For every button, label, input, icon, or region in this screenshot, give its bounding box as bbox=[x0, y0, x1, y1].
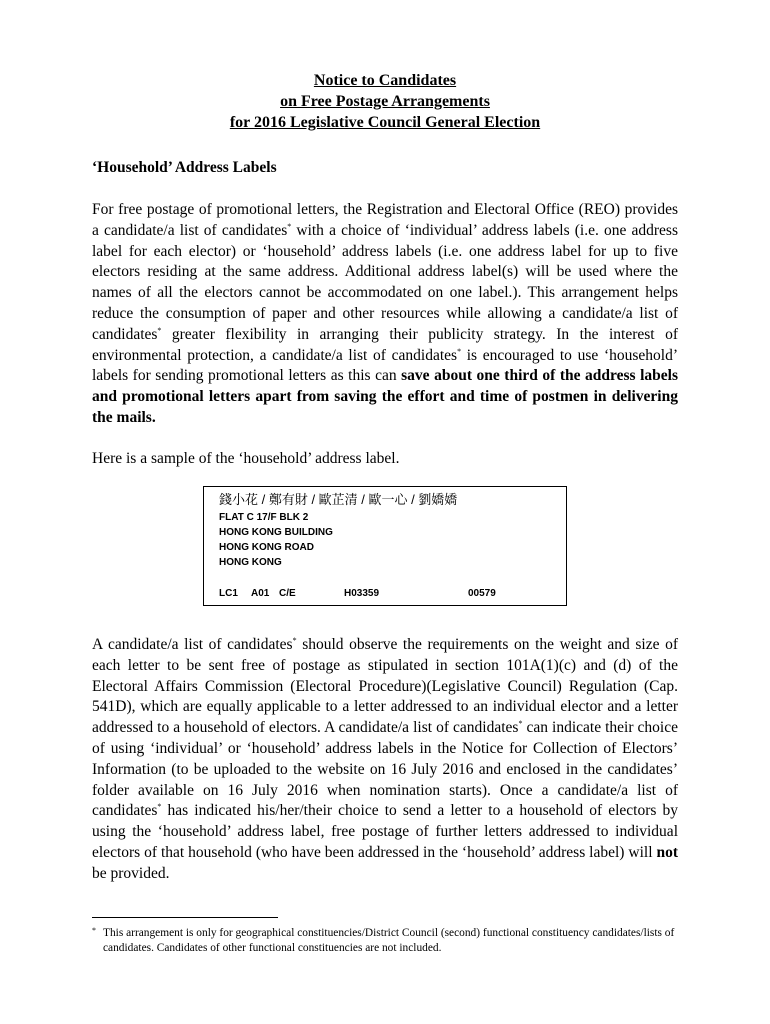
footnote-mark: * bbox=[92, 926, 96, 935]
para3-text-5: be provided. bbox=[92, 864, 170, 882]
para1-text-1: For free postage of promotional letters, the Registration and Electoral Office (REO) provides a candidate/a list of candidates bbox=[92, 201, 678, 239]
title-line-2: on Free Postage Arrangements bbox=[280, 93, 490, 110]
asterisk-footnote-ref: * bbox=[157, 325, 162, 335]
notice-title bbox=[0, 70, 770, 133]
label-elector-names: 錢小花 / 鄭有財 / 歐芷清 / 歐一心 / 劉嬌嬌 bbox=[219, 492, 458, 507]
paragraph-free-postage bbox=[92, 200, 678, 429]
asterisk-footnote-ref: * bbox=[457, 346, 462, 356]
paragraph-requirements bbox=[92, 635, 678, 885]
para1-text-3: greater flexibility in arranging their publicity strategy. In the interest of environmental protection, a candidate/a list of candidates bbox=[92, 325, 678, 364]
title-line-3: for 2016 Legislative Council General Election bbox=[229, 114, 541, 131]
label-code-category: C/E bbox=[279, 588, 296, 599]
label-address-line-1: FLAT C 17/F BLK 2 bbox=[219, 512, 309, 523]
para3-bold-not: not bbox=[656, 843, 678, 861]
label-address-line-3: HONG KONG ROAD bbox=[219, 542, 314, 553]
para3-text-1: A candidate/a list of candidates bbox=[92, 636, 293, 653]
label-code-household: H03359 bbox=[344, 588, 380, 599]
para1-text-4: is encouraged to use ‘household’ labels for sending promotional letters as this can bbox=[92, 346, 678, 385]
title-line-1: Notice to Candidates bbox=[313, 72, 457, 89]
para3-text-4: has indicated his/her/their choice to send a letter to a household of electors by using the ‘household’ address label, free postage of further letters addressed to individual electors of that household (who have been addressed in the ‘household’ address label) will bbox=[92, 802, 678, 861]
label-address-line-4: HONG KONG bbox=[219, 557, 282, 568]
footnote-divider bbox=[92, 917, 278, 918]
paragraph-sample-intro: Here is a sample of the ‘household’ address label. bbox=[92, 450, 400, 467]
para1-bold-emphasis: save about one third of the address labels and promotional letters apart from saving the effort and time of postmen in delivering the mails. bbox=[92, 367, 678, 426]
section-heading: ‘Household’ Address Labels bbox=[92, 159, 277, 176]
sample-household-label bbox=[203, 486, 567, 606]
asterisk-footnote-ref: * bbox=[292, 635, 297, 645]
label-code-district: A01 bbox=[251, 588, 270, 599]
footnote-text: This arrangement is only for geographical constituencies/District Council (second) functional constituency candidates/lists of candidates. Candidates of other functional constituencies are not included. bbox=[103, 927, 675, 954]
label-code-line bbox=[219, 588, 559, 600]
footnote bbox=[92, 926, 678, 956]
asterisk-footnote-ref: * bbox=[157, 802, 162, 812]
para3-text-2: should observe the requirements on the weight and size of each letter to be sent free of postage as stipulated in section 101A(1)(c) and (d) of the Electoral Affairs Commission (Electoral Procedure)(Legislative Council) Regulation (Cap. 541D), which are equally applicable to a letter addressed to an individual elector and a letter addressed to a household of electors. A candidate/a list of candidates bbox=[92, 636, 678, 737]
label-code-serial: 00579 bbox=[468, 588, 496, 599]
label-code-constituency: LC1 bbox=[219, 588, 238, 599]
label-address-line-2: HONG KONG BUILDING bbox=[219, 527, 333, 538]
para3-text-3: can indicate their choice of using ‘individual’ or ‘household’ address labels in the Notice for Collection of Electors’ Information (to be uploaded to the website on 16 July 2016 and enclosed in the candidates’ folder available on 16 July 2016 when nomination starts). Once a candidate/a list of candidates bbox=[92, 719, 678, 820]
asterisk-footnote-ref: * bbox=[287, 221, 292, 231]
asterisk-footnote-ref: * bbox=[518, 719, 523, 729]
para1-text-2: with a choice of ‘individual’ address labels (i.e. one address label for each elector) or ‘household’ address labels (i.e. one address label for up to five electors residing at the same address. Additional address label(s) will be used where the names of all the electors cannot be accommodated on one label.). This arrangement helps reduce the consumption of paper and other resources while allowing a candidate/a list of candidates bbox=[92, 221, 678, 343]
